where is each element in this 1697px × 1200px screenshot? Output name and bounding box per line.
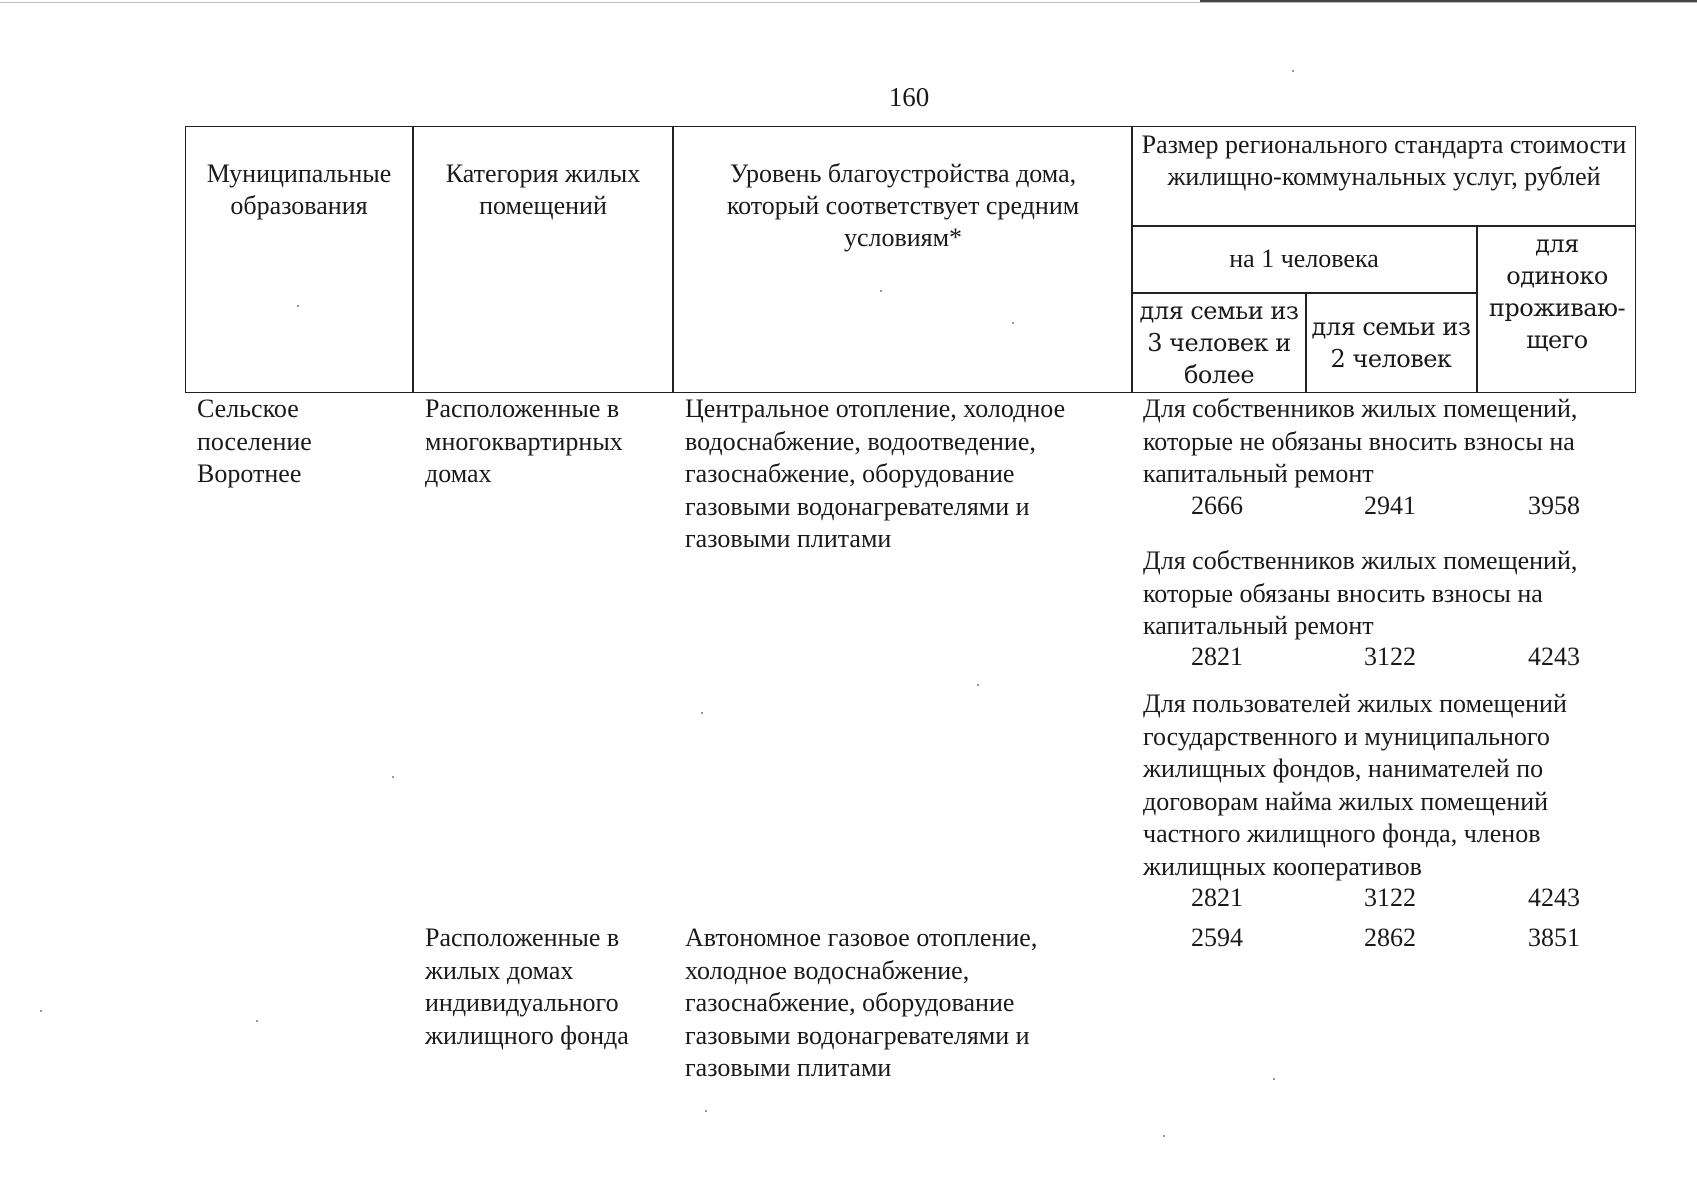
header-standard: Размер регионального стандарта стоимости жилищно-коммунальных услуг, рублей [1141,130,1627,191]
scan-edge-line [1200,0,1697,2]
scan-edge-line [0,2,1697,3]
scan-speck [701,712,703,714]
row1-group3-family3: 2821 [1191,883,1243,912]
page-number: 160 [888,82,930,112]
scan-speck [1292,70,1294,72]
row2-single: 3851 [1528,923,1580,952]
row1-group1-family3: 2666 [1191,491,1243,520]
row1-group1-title: Для собственников жилых помещений, которые не обязаны вносить взносы на капитальный ремонт [1143,394,1578,488]
row1-group2-single: 4243 [1528,642,1580,671]
row2-category: Расположенные в жилых домах индивидуального жилищного фонда [425,923,629,1050]
row1-group2-family3: 2821 [1191,642,1243,671]
row1-level: Центральное отопление, холодное водоснабжение, водоотведение, газоснабжение, оборудование газовыми водонагревателями и газовыми плитами [685,394,1066,553]
scan-speck [1012,322,1014,324]
scan-speck [705,1110,707,1112]
header-municipality: Муниципальные образования [206,159,392,220]
row1-category: Расположенные в многоквартирных домах [425,394,623,488]
header-level: Уровень благоустройства дома, который соответствует средним условиям* [726,159,1080,252]
row1-group1-family2: 2941 [1364,491,1416,520]
table-divider [1131,225,1636,227]
header-single: для одиноко проживаю-щего [1488,230,1626,354]
row2-level: Автономное газовое отопление, холодное водоснабжение, газоснабжение, оборудование газовыми водонагревателями и газовыми плитами [685,923,1038,1082]
row1-group3-family2: 3122 [1364,883,1416,912]
row1-group3-title: Для пользователей жилых помещений государственного и муниципального жилищных фондов, нанимателей по договорам найма жилых помещений частного жилищного фонда, членов жилищных кооперативов [1143,689,1567,881]
scan-speck [256,1020,258,1022]
row1-group2-title: Для собственников жилых помещений, которые обязаны вносить взносы на капитальный ремонт [1143,546,1578,640]
scan-speck [297,305,299,307]
row2-family3: 2594 [1191,923,1243,952]
table-divider [1305,292,1307,393]
row1-group2-family2: 3122 [1364,642,1416,671]
table-divider [1131,292,1476,294]
header-category: Категория жилых помещений [445,159,641,220]
row2-family2: 2862 [1364,923,1416,952]
header-per-person: на 1 человека [1229,244,1379,273]
scan-speck [40,1010,42,1012]
table-divider [1131,126,1133,393]
scan-speck [1273,1078,1275,1080]
table-divider [412,126,414,393]
row1-group3-single: 4243 [1528,883,1580,912]
header-family2: для семьи из 2 человек [1311,313,1471,373]
table-divider [672,126,674,393]
row1-group1-single: 3958 [1528,491,1580,520]
row1-municipality: Сельское поселение Воротнее [197,394,312,488]
scan-speck [880,290,882,292]
table-divider [1476,225,1478,393]
scan-speck [977,684,979,686]
scan-speck [392,776,394,778]
scan-speck [1163,1135,1165,1137]
header-family3: для семьи из 3 человек и более [1139,297,1299,389]
